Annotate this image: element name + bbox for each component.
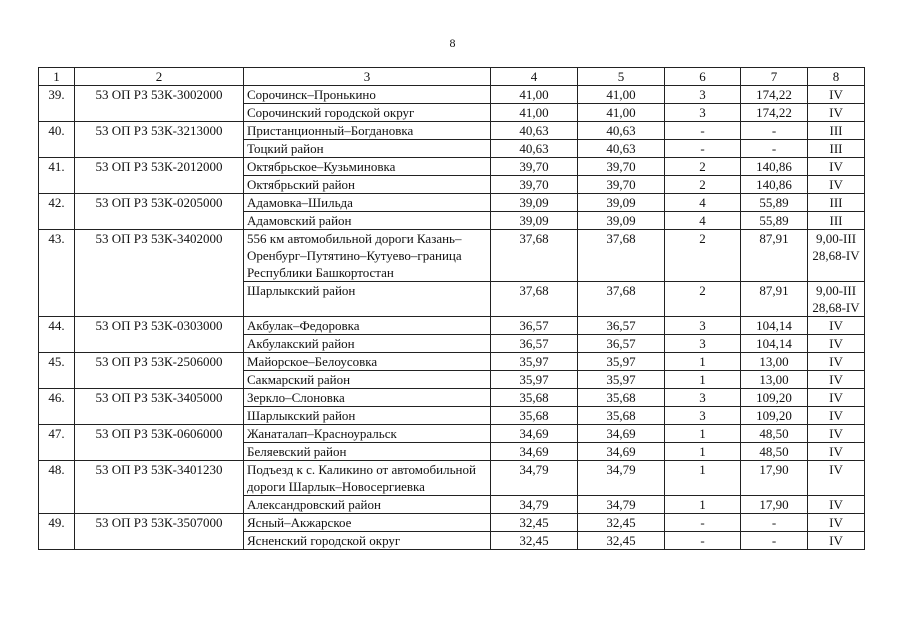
length-paved-cell: 39,09 <box>578 212 665 230</box>
row-number-cell: 41. <box>39 158 75 194</box>
road-name-cell: Подъезд к с. Каликино от автомобильной дороги Шарлык–Новосергиевка <box>244 461 491 496</box>
length-paved-cell: 36,57 <box>578 317 665 335</box>
length-paved-cell: 37,68 <box>578 230 665 282</box>
value-cell: 48,50 <box>741 443 808 461</box>
length-paved-cell: 41,00 <box>578 86 665 104</box>
table-row <box>39 461 865 496</box>
road-name-cell: Беляевский район <box>244 443 491 461</box>
value-cell: 109,20 <box>741 407 808 425</box>
length-total-cell: 35,68 <box>491 407 578 425</box>
category-cell: IV <box>808 317 865 335</box>
header-cell: 1 <box>39 68 75 86</box>
count-cell: 1 <box>665 425 741 443</box>
value-cell: 140,86 <box>741 158 808 176</box>
value-cell: - <box>741 532 808 550</box>
count-cell: - <box>665 140 741 158</box>
road-name-cell: Ясненский городской округ <box>244 532 491 550</box>
value-cell: 13,00 <box>741 353 808 371</box>
count-cell: 4 <box>665 194 741 212</box>
length-paved-cell: 35,97 <box>578 371 665 389</box>
page-number: 8 <box>449 36 456 50</box>
row-number-cell: 43. <box>39 230 75 317</box>
length-paved-cell: 36,57 <box>578 335 665 353</box>
header-cell: 4 <box>491 68 578 86</box>
row-number-cell: 49. <box>39 514 75 550</box>
road-name-cell: Сакмарский район <box>244 371 491 389</box>
length-total-cell: 39,70 <box>491 176 578 194</box>
header-cell: 8 <box>808 68 865 86</box>
category-cell: 9,00-III 28,68-IV <box>808 230 865 282</box>
row-number-cell: 47. <box>39 425 75 461</box>
value-cell: - <box>741 140 808 158</box>
road-name-cell: Александровский район <box>244 496 491 514</box>
category-cell: III <box>808 122 865 140</box>
count-cell: - <box>665 514 741 532</box>
category-cell: IV <box>808 389 865 407</box>
length-paved-cell: 32,45 <box>578 532 665 550</box>
value-cell: 13,00 <box>741 371 808 389</box>
length-paved-cell: 35,68 <box>578 389 665 407</box>
count-cell: 1 <box>665 353 741 371</box>
road-code-cell: 53 ОП РЗ 53К-0205000 <box>75 194 244 230</box>
length-total-cell: 41,00 <box>491 104 578 122</box>
road-name-cell: Акбулак–Федоровка <box>244 317 491 335</box>
length-paved-cell: 39,09 <box>578 194 665 212</box>
length-paved-cell: 34,69 <box>578 443 665 461</box>
count-cell: 3 <box>665 86 741 104</box>
value-cell: 104,14 <box>741 317 808 335</box>
value-cell: - <box>741 122 808 140</box>
count-cell: 1 <box>665 461 741 496</box>
value-cell: 55,89 <box>741 212 808 230</box>
length-total-cell: 39,70 <box>491 158 578 176</box>
category-cell: IV <box>808 443 865 461</box>
count-cell: 1 <box>665 443 741 461</box>
value-cell: 174,22 <box>741 104 808 122</box>
category-cell: IV <box>808 407 865 425</box>
length-total-cell: 37,68 <box>491 230 578 282</box>
length-total-cell: 36,57 <box>491 317 578 335</box>
row-number-cell: 45. <box>39 353 75 389</box>
row-number-cell: 40. <box>39 122 75 158</box>
table-row <box>39 122 865 140</box>
length-total-cell: 37,68 <box>491 282 578 317</box>
road-code-cell: 53 ОП РЗ 53К-3402000 <box>75 230 244 317</box>
length-total-cell: 36,57 <box>491 335 578 353</box>
road-name-cell: Майорское–Белоусовка <box>244 353 491 371</box>
category-cell: III <box>808 140 865 158</box>
header-cell: 7 <box>741 68 808 86</box>
table-row <box>39 317 865 335</box>
length-total-cell: 35,68 <box>491 389 578 407</box>
category-cell: III <box>808 194 865 212</box>
value-cell: 17,90 <box>741 461 808 496</box>
count-cell: 3 <box>665 104 741 122</box>
header-cell: 6 <box>665 68 741 86</box>
road-name-cell: Пристанционный–Богдановка <box>244 122 491 140</box>
table-row <box>39 194 865 212</box>
length-total-cell: 35,97 <box>491 353 578 371</box>
road-name-cell: Адамовский район <box>244 212 491 230</box>
category-cell: III <box>808 212 865 230</box>
road-name-cell: Адамовка–Шильда <box>244 194 491 212</box>
road-name-cell: Шарлыкский район <box>244 407 491 425</box>
road-name-cell: Октябрьский район <box>244 176 491 194</box>
table-row <box>39 514 865 532</box>
length-paved-cell: 39,70 <box>578 176 665 194</box>
length-total-cell: 34,69 <box>491 425 578 443</box>
length-paved-cell: 39,70 <box>578 158 665 176</box>
length-total-cell: 34,79 <box>491 496 578 514</box>
row-number-cell: 42. <box>39 194 75 230</box>
value-cell: 17,90 <box>741 496 808 514</box>
count-cell: 3 <box>665 389 741 407</box>
road-code-cell: 53 ОП РЗ 53К-2506000 <box>75 353 244 389</box>
road-code-cell: 53 ОП РЗ 53К-3401230 <box>75 461 244 514</box>
row-number-cell: 39. <box>39 86 75 122</box>
road-code-cell: 53 ОП РЗ 53К-2012000 <box>75 158 244 194</box>
length-paved-cell: 40,63 <box>578 122 665 140</box>
length-paved-cell: 35,97 <box>578 353 665 371</box>
road-name-cell: Октябрьское–Кузьминовка <box>244 158 491 176</box>
length-paved-cell: 32,45 <box>578 514 665 532</box>
table-row <box>39 425 865 443</box>
length-total-cell: 32,45 <box>491 514 578 532</box>
road-code-cell: 53 ОП РЗ 53К-0303000 <box>75 317 244 353</box>
count-cell: 2 <box>665 230 741 282</box>
value-cell: 104,14 <box>741 335 808 353</box>
count-cell: 1 <box>665 371 741 389</box>
count-cell: 2 <box>665 158 741 176</box>
length-total-cell: 39,09 <box>491 212 578 230</box>
table-row <box>39 86 865 104</box>
value-cell: 48,50 <box>741 425 808 443</box>
length-total-cell: 40,63 <box>491 122 578 140</box>
header-cell: 5 <box>578 68 665 86</box>
row-number-cell: 48. <box>39 461 75 514</box>
road-name-cell: Зеркло–Слоновка <box>244 389 491 407</box>
table-row <box>39 230 865 282</box>
value-cell: 87,91 <box>741 230 808 282</box>
value-cell: 174,22 <box>741 86 808 104</box>
category-cell: IV <box>808 496 865 514</box>
road-code-cell: 53 ОП РЗ 53К-3507000 <box>75 514 244 550</box>
count-cell: 4 <box>665 212 741 230</box>
length-total-cell: 32,45 <box>491 532 578 550</box>
table-header-row <box>39 68 865 86</box>
header-cell: 3 <box>244 68 491 86</box>
category-cell: IV <box>808 425 865 443</box>
header-cell: 2 <box>75 68 244 86</box>
category-cell: 9,00-III 28,68-IV <box>808 282 865 317</box>
table-row <box>39 353 865 371</box>
count-cell: 3 <box>665 335 741 353</box>
table-row <box>39 158 865 176</box>
length-paved-cell: 41,00 <box>578 104 665 122</box>
length-paved-cell: 37,68 <box>578 282 665 317</box>
length-total-cell: 39,09 <box>491 194 578 212</box>
category-cell: IV <box>808 532 865 550</box>
count-cell: 3 <box>665 407 741 425</box>
count-cell: - <box>665 122 741 140</box>
length-total-cell: 35,97 <box>491 371 578 389</box>
length-total-cell: 40,63 <box>491 140 578 158</box>
value-cell: 109,20 <box>741 389 808 407</box>
count-cell: 1 <box>665 496 741 514</box>
row-number-cell: 46. <box>39 389 75 425</box>
road-name-cell: Жанаталап–Красноуральск <box>244 425 491 443</box>
value-cell: 140,86 <box>741 176 808 194</box>
category-cell: IV <box>808 176 865 194</box>
length-paved-cell: 34,69 <box>578 425 665 443</box>
count-cell: 2 <box>665 282 741 317</box>
count-cell: 2 <box>665 176 741 194</box>
row-number-cell: 44. <box>39 317 75 353</box>
road-code-cell: 53 ОП РЗ 53К-3213000 <box>75 122 244 158</box>
length-paved-cell: 34,79 <box>578 461 665 496</box>
road-name-cell: Тоцкий район <box>244 140 491 158</box>
road-name-cell: Ясный–Акжарское <box>244 514 491 532</box>
count-cell: 3 <box>665 317 741 335</box>
road-code-cell: 53 ОП РЗ 53К-3002000 <box>75 86 244 122</box>
category-cell: IV <box>808 371 865 389</box>
category-cell: IV <box>808 335 865 353</box>
road-code-cell: 53 ОП РЗ 53К-3405000 <box>75 389 244 425</box>
road-code-cell: 53 ОП РЗ 53К-0606000 <box>75 425 244 461</box>
category-cell: IV <box>808 104 865 122</box>
category-cell: IV <box>808 514 865 532</box>
count-cell: - <box>665 532 741 550</box>
length-total-cell: 34,79 <box>491 461 578 496</box>
length-paved-cell: 34,79 <box>578 496 665 514</box>
category-cell: IV <box>808 353 865 371</box>
length-paved-cell: 40,63 <box>578 140 665 158</box>
category-cell: IV <box>808 158 865 176</box>
road-name-cell: 556 км автомобильной дороги Казань–Оренбург–Путятино–Кутуево–граница Республики Башкортостан <box>244 230 491 282</box>
road-name-cell: Шарлыкский район <box>244 282 491 317</box>
value-cell: 55,89 <box>741 194 808 212</box>
length-paved-cell: 35,68 <box>578 407 665 425</box>
road-registry-table <box>38 67 865 550</box>
length-total-cell: 34,69 <box>491 443 578 461</box>
category-cell: IV <box>808 86 865 104</box>
table-row <box>39 389 865 407</box>
road-name-cell: Акбулакский район <box>244 335 491 353</box>
value-cell: - <box>741 514 808 532</box>
category-cell: IV <box>808 461 865 496</box>
length-total-cell: 41,00 <box>491 86 578 104</box>
value-cell: 87,91 <box>741 282 808 317</box>
road-name-cell: Сорочинский городской округ <box>244 104 491 122</box>
road-name-cell: Сорочинск–Пронькино <box>244 86 491 104</box>
